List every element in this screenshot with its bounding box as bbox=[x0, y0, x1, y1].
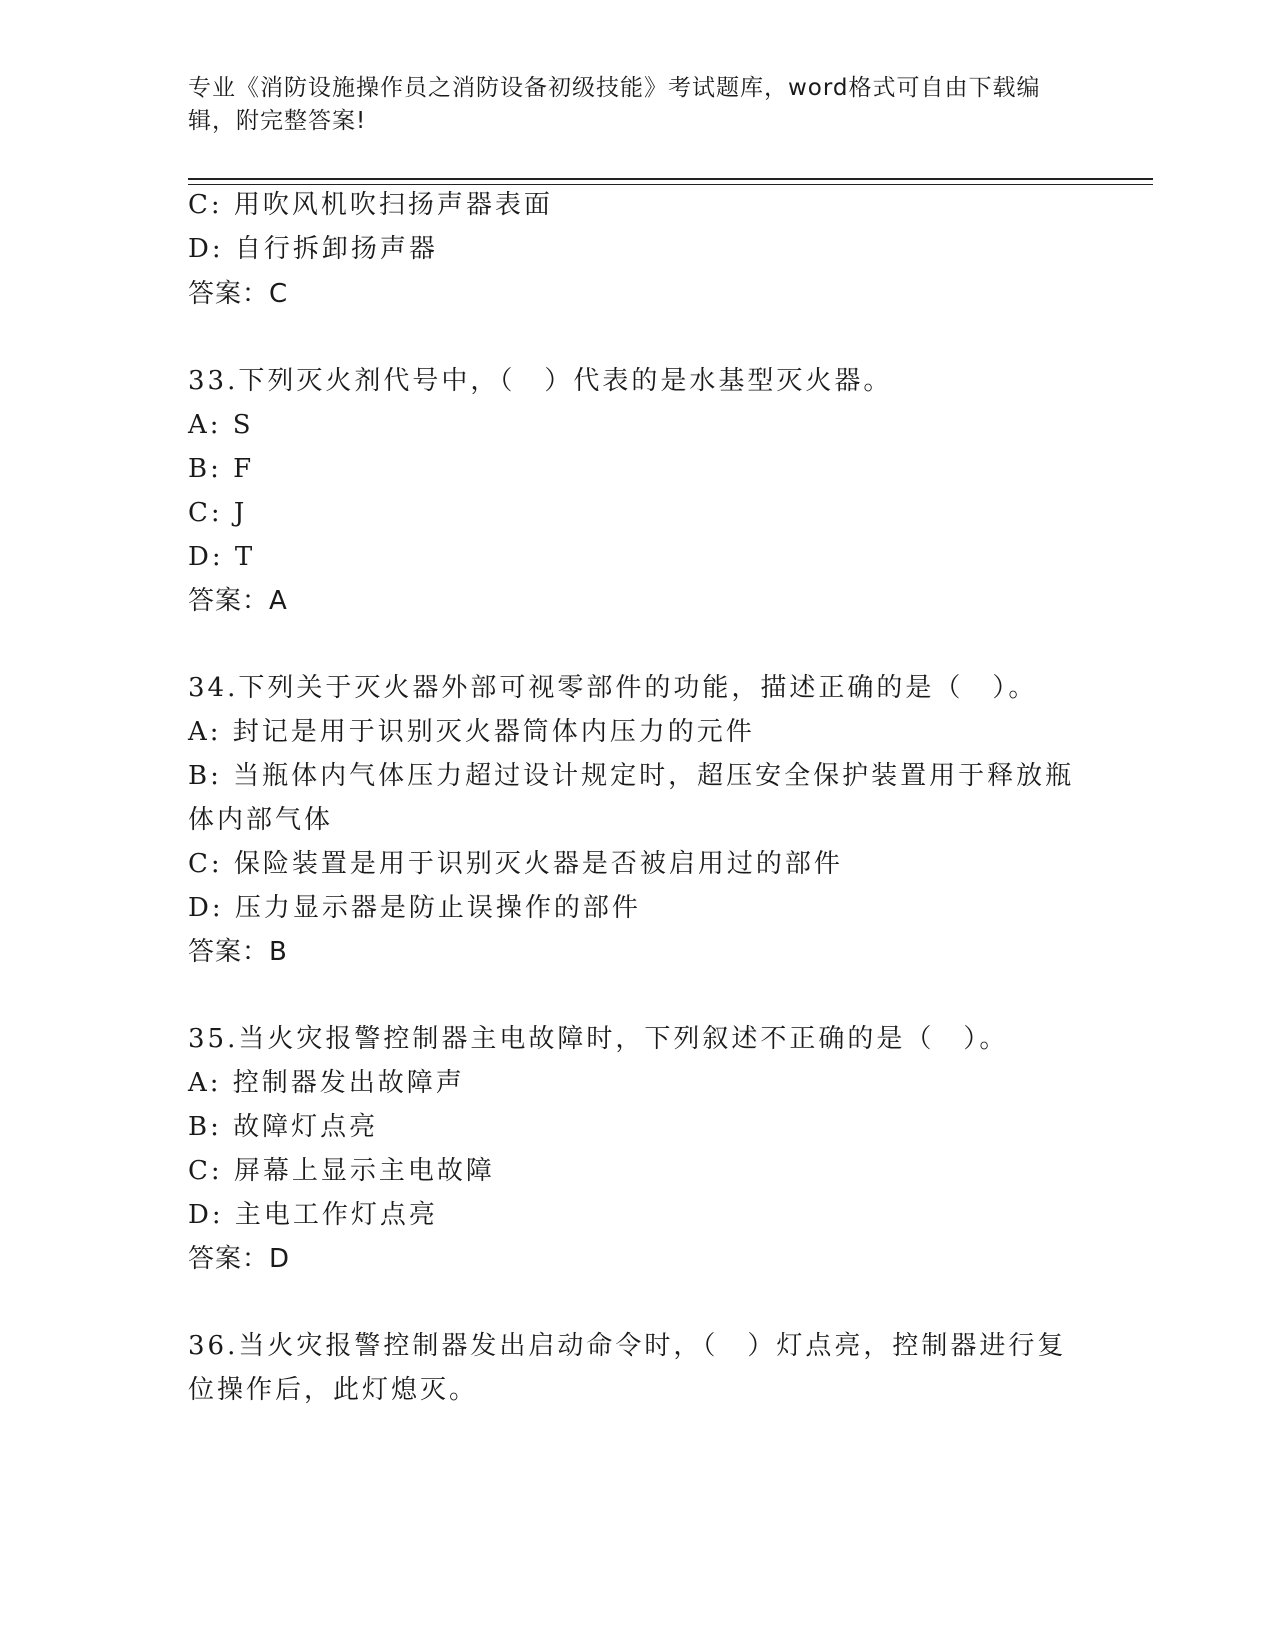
header-divider bbox=[188, 178, 1153, 180]
q33-option-d: D: T bbox=[188, 542, 256, 572]
q34-option-b: B: 当瓶体内气体压力超过设计规定时，超压安全保护装置用于释放瓶 bbox=[188, 761, 1075, 791]
document-header: 专业《消防设施操作员之消防设备初级技能》考试题库，word格式可自由下载编辑，附完整答案! bbox=[188, 75, 1041, 134]
header-divider-thin bbox=[188, 184, 1153, 185]
q34-option-c: C: 保险装置是用于识别灭火器是否被启用过的部件 bbox=[188, 849, 843, 879]
prev-option-c: C: 用吹风机吹扫扬声器表面 bbox=[188, 190, 553, 220]
q33-option-c: C: J bbox=[188, 498, 248, 528]
prev-answer: 答案：C bbox=[188, 279, 289, 309]
q33-option-a: A: S bbox=[188, 410, 254, 440]
q34-option-d: D: 压力显示器是防止误操作的部件 bbox=[188, 893, 641, 923]
q35-option-c: C: 屏幕上显示主电故障 bbox=[188, 1156, 495, 1186]
q33-option-b: B: F bbox=[188, 454, 255, 484]
q35-answer: 答案：D bbox=[188, 1244, 291, 1274]
q33-stem: 33.下列灭火剂代号中，（ ）代表的是水基型灭火器。 bbox=[188, 366, 893, 396]
q35-stem: 35.当火灾报警控制器主电故障时，下列叙述不正确的是（ ）。 bbox=[188, 1024, 1009, 1054]
q34-answer: 答案：B bbox=[188, 937, 288, 967]
q34-stem: 34.下列关于灭火器外部可视零部件的功能，描述正确的是（ ）。 bbox=[188, 673, 1038, 703]
q35-option-d: D: 主电工作灯点亮 bbox=[188, 1200, 438, 1230]
q34-option-a: A: 封记是用于识别灭火器筒体内压力的元件 bbox=[188, 717, 755, 747]
q34-option-b-cont: 体内部气体 bbox=[188, 805, 334, 835]
q36-stem-cont: 位操作后，此灯熄灭。 bbox=[188, 1375, 479, 1405]
prev-option-d: D: 自行拆卸扬声器 bbox=[188, 234, 438, 264]
q35-option-a: A: 控制器发出故障声 bbox=[188, 1068, 465, 1098]
q33-answer: 答案：A bbox=[188, 586, 288, 616]
q35-option-b: B: 故障灯点亮 bbox=[188, 1112, 379, 1142]
q36-stem: 36.当火灾报警控制器发出启动命令时，（ ）灯点亮，控制器进行复 bbox=[188, 1331, 1067, 1361]
